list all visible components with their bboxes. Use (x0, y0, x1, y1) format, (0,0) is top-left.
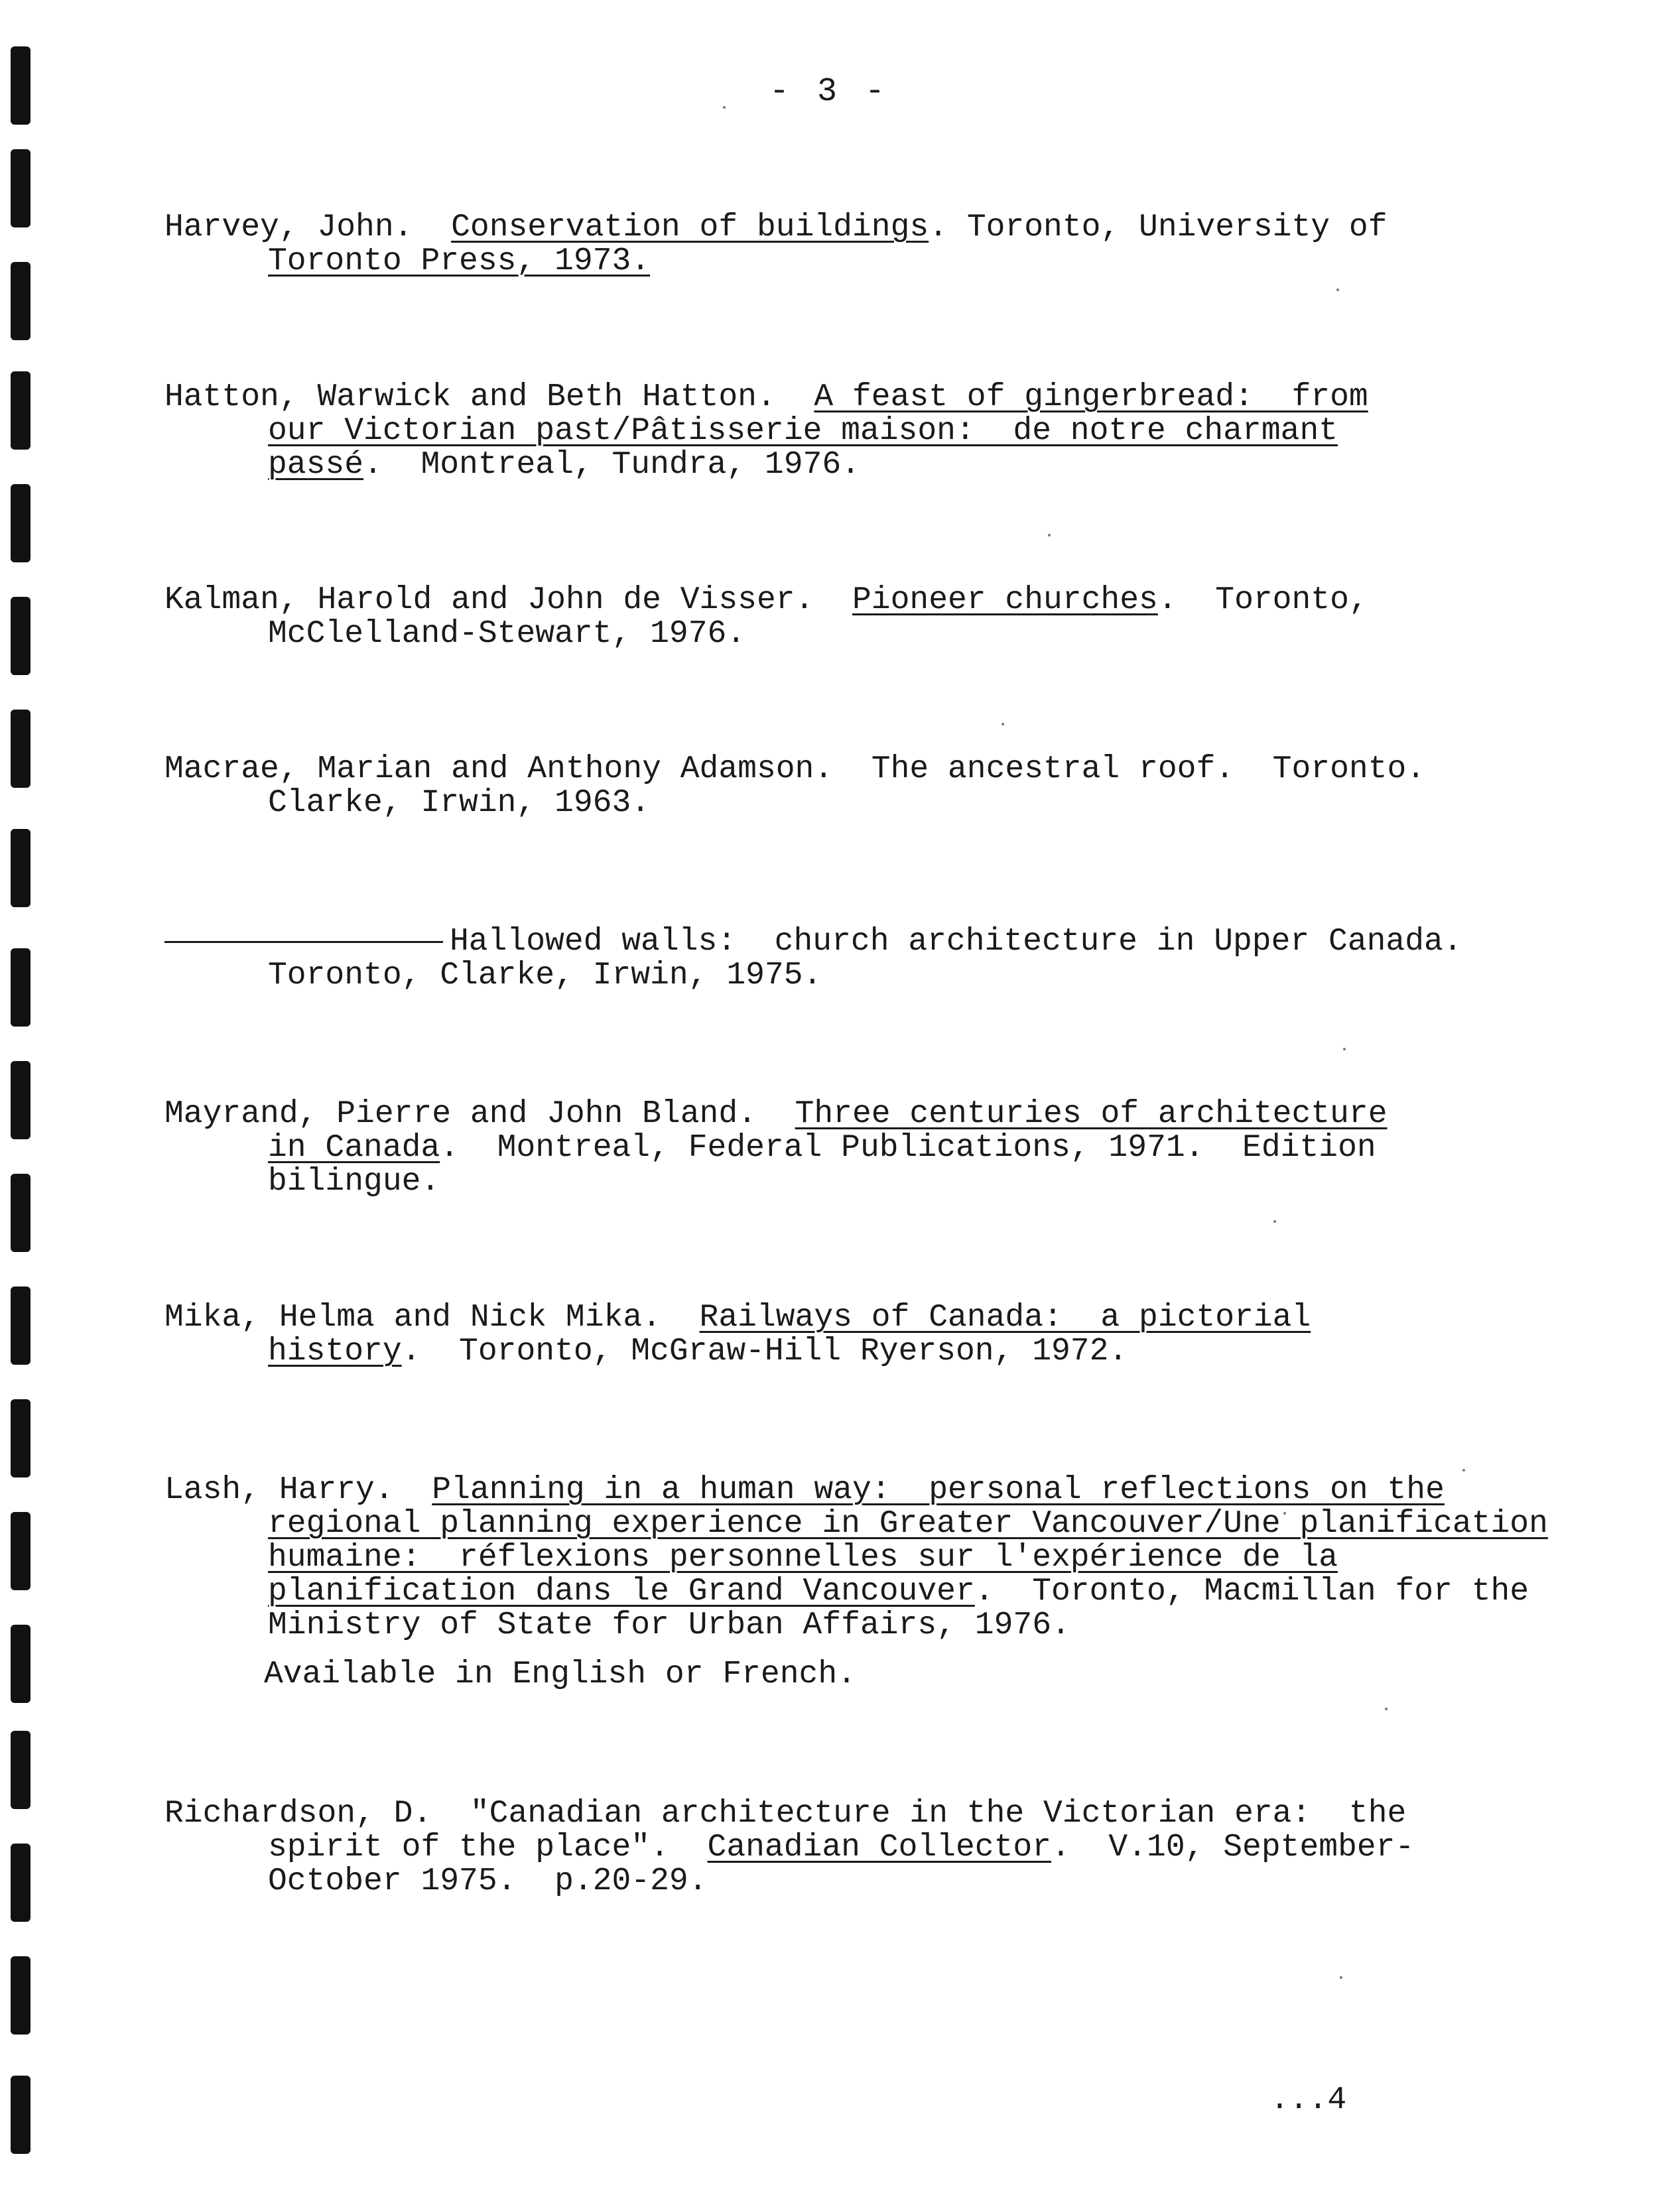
entry-text: . V.10, September- (1051, 1830, 1415, 1865)
entry-first-line (164, 211, 1637, 245)
entry-text: . Toronto, University of (929, 210, 1388, 245)
underlined-title: planification dans le Grand Vancouver (268, 1574, 975, 1609)
entry-continuation-line (164, 1609, 1637, 1643)
entry-first-line (164, 1797, 1637, 1831)
entry-first-line (164, 381, 1637, 414)
punch-hole-mark (11, 1174, 31, 1252)
underlined-title: Planning in a human way: personal reflections on the (432, 1472, 1445, 1508)
entry-text: October 1975. p.20-29. (268, 1863, 708, 1899)
bibliography-entry (164, 1474, 1637, 1643)
entry-text: Lash, Harry. (164, 1472, 432, 1508)
scan-speck (1048, 534, 1051, 536)
punch-hole-mark (11, 1844, 31, 1922)
entry-text: Mayrand, Pierre and John Bland. (164, 1096, 795, 1132)
punch-hole-mark (11, 1731, 31, 1809)
entry-text: Toronto, Clarke, Irwin, 1975. (268, 958, 822, 993)
entry-first-line (164, 584, 1637, 617)
punch-hole-mark (11, 46, 31, 125)
entry-note: Available in English or French. (264, 1657, 856, 1692)
entry-text: . Montreal, Tundra, 1976. (363, 447, 860, 483)
entry-text: McClelland-Stewart, 1976. (268, 616, 746, 652)
punch-hole-mark (11, 1287, 31, 1365)
underlined-title: passé (268, 447, 364, 483)
punch-hole-mark (11, 710, 31, 788)
entry-continuation-line (164, 786, 1637, 820)
page-number: - 3 - (769, 73, 889, 111)
entry-continuation-line (164, 1865, 1637, 1899)
entry-first-line (164, 753, 1637, 786)
scan-speck (1343, 1048, 1346, 1050)
punch-hole-mark (11, 371, 31, 450)
scan-speck (1002, 723, 1004, 725)
bibliography-entry (164, 211, 1637, 279)
entry-first-line (164, 925, 1637, 959)
scan-speck (723, 106, 726, 109)
entry-text: . Toronto, Macmillan for the (974, 1574, 1529, 1609)
entry-continuation-line (164, 245, 1637, 279)
scan-speck (1340, 1976, 1342, 1979)
underlined-title: humaine: réflexions personnelles sur l'expérience de la (268, 1540, 1338, 1576)
scan-speck (1336, 288, 1339, 291)
bibliography-entry (164, 925, 1637, 993)
punch-hole-mark (11, 829, 31, 907)
entry-text: Harvey, John. (164, 210, 452, 245)
repeated-author-rule (164, 941, 443, 943)
underlined-title: Railways of Canada: a pictorial (699, 1300, 1311, 1336)
underlined-title: history (268, 1334, 402, 1369)
punch-hole-mark (11, 484, 31, 562)
punch-hole-mark (11, 1625, 31, 1703)
punch-hole-mark (11, 2076, 31, 2154)
entry-continuation-line (164, 959, 1637, 993)
entry-continuation-line (164, 1165, 1637, 1199)
entry-text: bilingue. (268, 1164, 440, 1200)
entry-continuation-line (164, 1335, 1637, 1369)
underlined-title: Three centuries of architecture (795, 1096, 1388, 1132)
entry-text: Hallowed walls: church architecture in Upper Canada. (450, 924, 1462, 960)
entry-text: spirit of the place". (268, 1830, 708, 1865)
underlined-title: regional planning experience in Greater Vancouver/Une planification (268, 1506, 1548, 1542)
punch-hole-mark (11, 262, 31, 340)
scan-speck (1385, 1708, 1388, 1710)
entry-first-line (164, 1301, 1637, 1335)
underlined-title: Toronto Press, 1973. (268, 243, 651, 279)
bibliography-entry (164, 381, 1637, 482)
bibliography-entry (164, 1301, 1637, 1369)
underlined-title: our Victorian past/Pâtisserie maison: de notre charmant (268, 413, 1338, 449)
entry-text: Kalman, Harold and John de Visser. (164, 582, 852, 618)
punch-hole-mark (11, 1061, 31, 1139)
entry-continuation-line (164, 1831, 1637, 1865)
entry-text: Mika, Helma and Nick Mika. (164, 1300, 700, 1336)
entry-text: Clarke, Irwin, 1963. (268, 785, 651, 821)
underlined-title: Conservation of buildings (451, 210, 929, 245)
underlined-title: in Canada (268, 1130, 440, 1166)
entry-continuation-line (164, 1131, 1637, 1165)
entry-text: . Toronto, McGraw-Hill Ryerson, 1972. (401, 1334, 1128, 1369)
entry-first-line (164, 1474, 1637, 1507)
scan-speck (1462, 1469, 1465, 1472)
entry-text: Macrae, Marian and Anthony Adamson. The ancestral roof. Toronto. (164, 751, 1426, 787)
punch-hole-mark (11, 1956, 31, 2035)
punch-hole-mark (11, 1399, 31, 1477)
entry-text: . Toronto, (1157, 582, 1368, 618)
entry-text: Hatton, Warwick and Beth Hatton. (164, 379, 814, 415)
scan-speck (1273, 1220, 1276, 1223)
entry-continuation-line (164, 1541, 1637, 1575)
bibliography-entry (164, 753, 1637, 820)
entry-text: Ministry of State for Urban Affairs, 1976. (268, 1607, 1070, 1643)
punch-hole-mark (11, 948, 31, 1027)
underlined-title: Pioneer churches (852, 582, 1158, 618)
entry-text: Richardson, D. "Canadian architecture in the Victorian era: the (164, 1796, 1407, 1832)
entry-continuation-line (164, 617, 1637, 651)
punch-hole-mark (11, 149, 31, 227)
punch-hole-mark (11, 597, 31, 675)
entry-continuation-line (164, 414, 1637, 448)
entry-continuation-line (164, 1575, 1637, 1609)
underlined-title: A feast of gingerbread: from (814, 379, 1368, 415)
entry-continuation-line (164, 1507, 1637, 1541)
bibliography-entry (164, 1098, 1637, 1199)
continuation-marker: ...4 (1270, 2082, 1347, 2118)
bibliography-entry (164, 1797, 1637, 1899)
punch-hole-mark (11, 1512, 31, 1590)
bibliography-entry (164, 584, 1637, 651)
entry-first-line (164, 1098, 1637, 1131)
underlined-title: Canadian Collector (707, 1830, 1051, 1865)
entry-text: . Montreal, Federal Publications, 1971. Edition (440, 1130, 1376, 1166)
entry-continuation-line (164, 448, 1637, 482)
